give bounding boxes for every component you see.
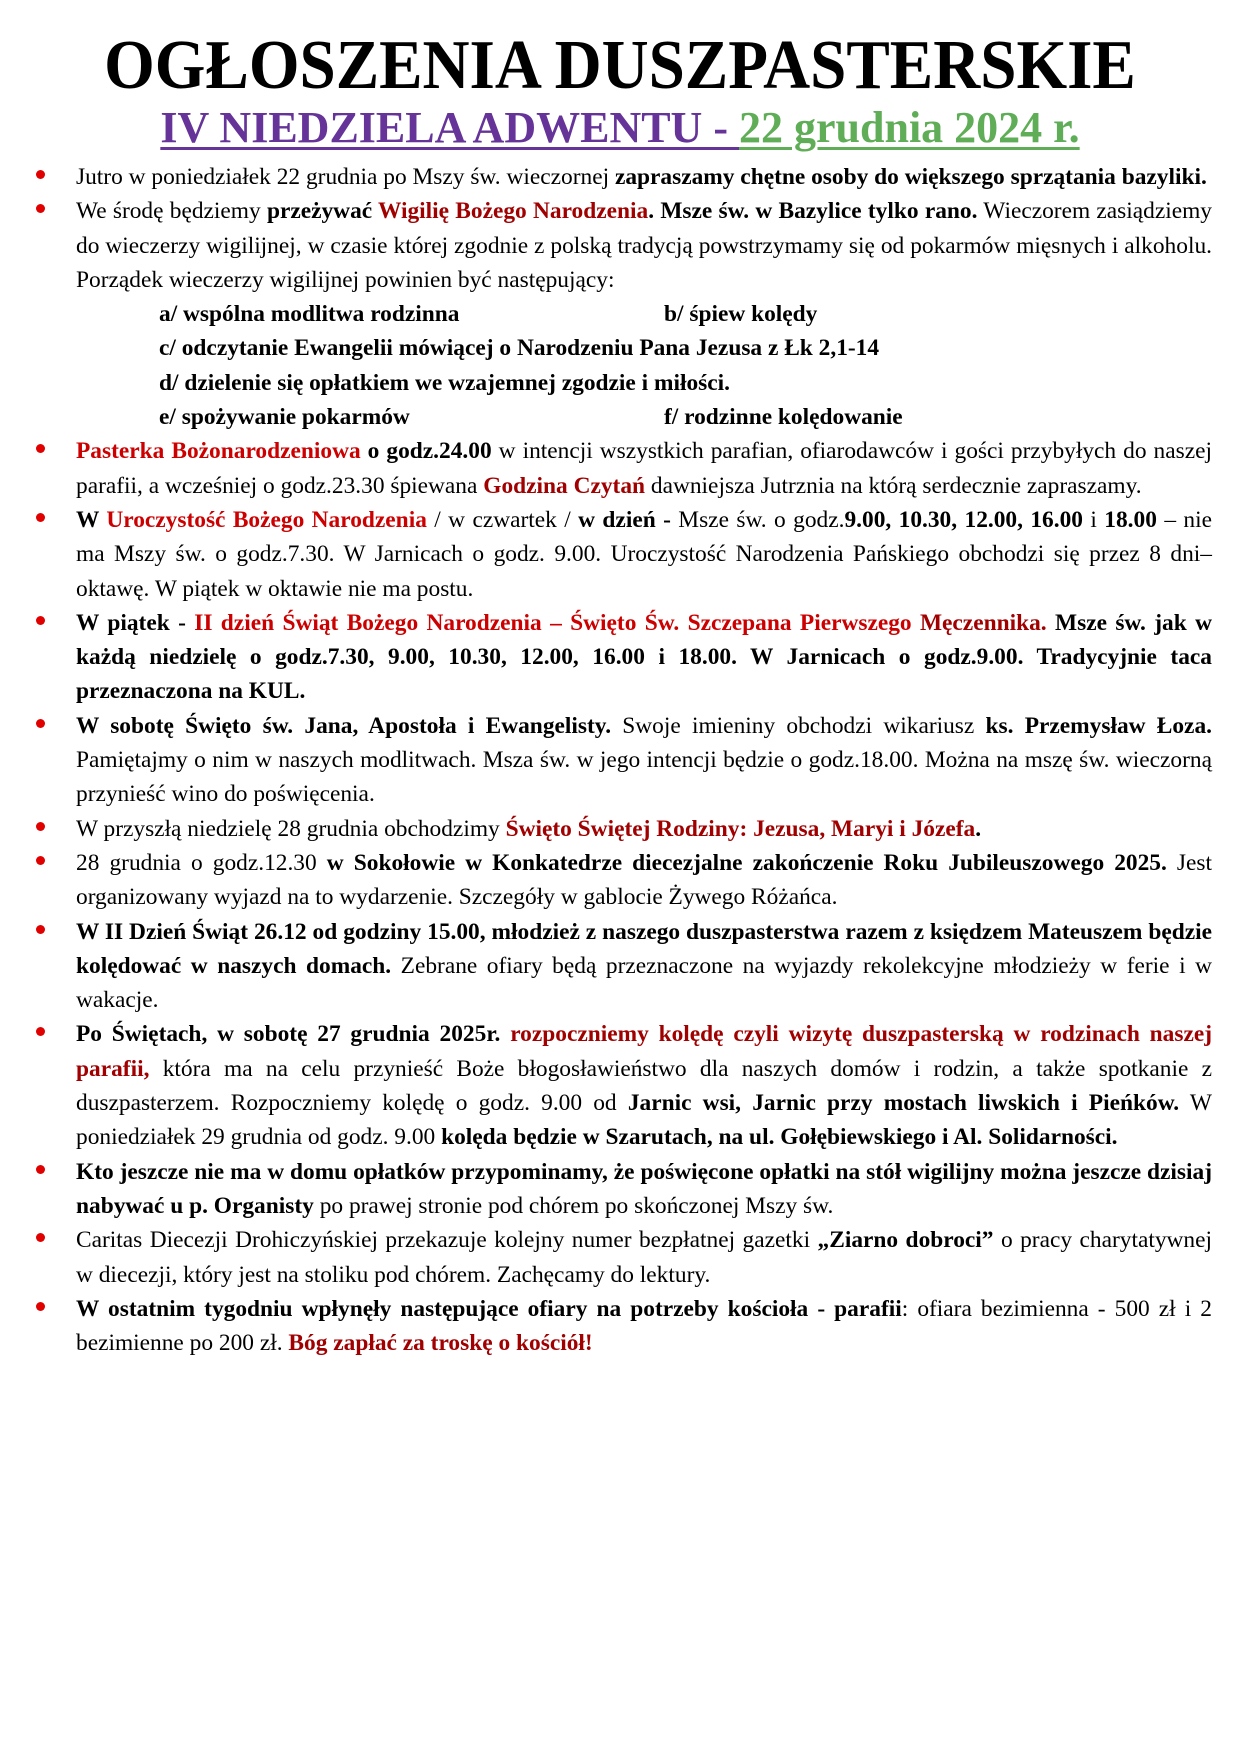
announcement-text — [76, 1292, 1212, 1361]
announcement-item — [36, 1155, 1212, 1224]
announcement-item — [36, 915, 1212, 1018]
subtitle-date: 22 grudnia 2024 r. — [739, 103, 1080, 152]
text-segment: II dzień Świąt Bożego Narodzenia – Święto Św. Szczepana Pierwszego — [194, 609, 920, 636]
announcement-item — [36, 606, 1212, 709]
text-segment: w intencji wszystkich parafian, ofiarodawców i gości przybyłych do naszej parafii, a wcześniej o godz.23.30 śpiewana — [76, 438, 1212, 499]
text-segment: Wigilię Bożego Narodzenia — [378, 198, 649, 225]
text-segment: „Ziarno dobroci” — [817, 1227, 994, 1254]
text-segment: W — [76, 506, 107, 533]
announcement-text — [76, 503, 1212, 606]
bullet-icon — [36, 1165, 45, 1174]
text-segment: Bóg zapłać za troskę o kościół! — [288, 1330, 593, 1357]
text-segment: Pamiętajmy o nim w naszych modlitwach. Msza św. w jego intencji będzie o godz.18.00. Można na mszę św. wieczorną przynieść wino do poświęcenia. — [76, 747, 1212, 808]
text-segment: Męczennika. — [919, 609, 1047, 636]
order-step: d/ dzielenie się opłatkiem we wzajemnej zgodzie i miłości. — [159, 369, 731, 396]
text-segment: w dzień - — [578, 506, 671, 533]
announcement-item — [36, 812, 1212, 846]
bullet-icon — [36, 1302, 45, 1311]
text-segment: Zebrane ofiary będą przeznaczone na wyjazdy rekolekcyjne młodzieży w ferie i w wakacje. — [76, 952, 1212, 1014]
announcement-item — [36, 709, 1212, 812]
wigilia-order-row — [76, 366, 1212, 400]
page-subtitle — [0, 100, 1240, 156]
text-segment: zapraszamy chętne osoby do większego sprzątania bazyliki. — [614, 164, 1207, 190]
text-segment: ks. Przemysław Łoza. — [985, 712, 1212, 739]
announcement-item — [36, 194, 1212, 434]
text-segment: w Sokołowie w Konkatedrze diecezjalne zakończenie Roku Jubileuszowego 2025. — [326, 849, 1167, 876]
bullet-icon — [36, 204, 45, 213]
text-segment: Jarnic wsi, Jarnic przy mostach liwskich i Pieńków. — [627, 1090, 1180, 1117]
text-segment: / w czwartek / — [426, 506, 579, 533]
announcement-text — [76, 812, 1212, 846]
text-segment: – nie ma Mszy św. o godz.7.30. W Jarnicach o godz. 9.00. Uroczystość Narodzenia Pańskiego obchodzi się przez 8 dni–oktawę. W piątek w oktawie nie ma postu. — [76, 506, 1212, 602]
text-segment: Msze św. jak w każdą niedzielę o godz.7.30, 9.00, 10.30, 12.00, 16.00 i 18.00. W Jarnicach o godz.9.00. Tradycyjnie taca przeznaczona na KUL. — [76, 609, 1212, 705]
text-segment: Wieczorem zasiądziemy do wieczerzy wigilijnej, w czasie której zgodnie z polską tradycją powstrzymamy się od pokarmów mięsnych i alkoholu. Porządek wieczerzy wigilijnej powinien być następujący: — [76, 198, 1212, 293]
bullet-icon — [36, 719, 45, 728]
text-segment: po prawej stronie pod chórem po skończonej Mszy św. — [313, 1192, 834, 1219]
text-segment: rozpoczniemy kolędę czyli wizytę duszpasterską w rodzinach naszej parafii, — [76, 1021, 1212, 1082]
announcement-item — [36, 1017, 1212, 1154]
announcement-text — [76, 606, 1212, 709]
announcement-text — [76, 160, 1212, 194]
text-segment: i — [1083, 506, 1105, 533]
text-segment: która ma na celu przynieść Boże błogosławieństwo dla naszych domów i rodzin, a także spotkanie z duszpasterzem. Rozpoczniemy kolędę o godz. 9.00 od — [76, 1055, 1212, 1117]
text-segment: o pracy charytatywnej w diecezji, który jest na stoliku pod chórem. Zachęcamy do lektury. — [76, 1227, 1212, 1288]
order-step: a/ wspólna modlitwa rodzinna — [159, 301, 460, 328]
announcement-text — [76, 915, 1212, 1018]
announcement-text — [76, 194, 1212, 297]
order-step: b/ śpiew kolędy — [664, 301, 818, 328]
announcement-item — [36, 503, 1212, 606]
bullet-icon — [36, 1027, 45, 1036]
text-segment: 9.00, 10.30, 12.00, 16.00 — [844, 506, 1083, 533]
text-segment: Jutro w poniedziałek 22 grudnia po Mszy św. wieczornej — [76, 164, 615, 190]
text-segment: dawniejsza Jutrznia na którą serdecznie zapraszamy. — [645, 472, 1142, 499]
text-segment: W przyszłą niedzielę 28 grudnia obchodzimy — [76, 815, 506, 842]
text-segment: Godzina Czytań — [483, 472, 646, 499]
order-step: e/ spożywanie pokarmów — [159, 404, 410, 431]
text-segment: Msze św. o godz. — [670, 506, 845, 533]
wigilia-order-list — [76, 297, 1212, 434]
announcement-list — [36, 160, 1212, 1360]
text-segment: Kto jeszcze nie ma w domu opłatków przypominamy, że poświęcone opłatki na stół wigilijny można jeszcze dzisiaj nabywać u p. Organisty — [76, 1158, 1212, 1219]
text-segment: Po Świętach, w sobotę 27 grudnia 2025r. — [76, 1021, 501, 1048]
order-step: f/ rodzinne kolędowanie — [664, 404, 903, 431]
text-segment: We środę będziemy — [76, 198, 267, 225]
announcement-item — [36, 434, 1212, 503]
text-segment: Jest organizowany wyjazd na to wydarzenie. Szczegóły w gablocie Żywego Różańca. — [76, 849, 1213, 911]
text-segment: Uroczystość Bożego Narodzenia — [106, 506, 427, 533]
announcement-item — [36, 846, 1212, 915]
announcement-text — [76, 1155, 1212, 1224]
order-step: c/ odczytanie Ewangelii mówiącej o Narodzeniu Pana Jezusa z Łk 2,1-14 — [159, 335, 880, 362]
bullet-icon — [36, 444, 45, 453]
text-segment: kolęda będzie w Szarutach, na ul. Gołębiewskiego i Al. Solidarności. — [441, 1124, 1118, 1151]
bullet-icon — [36, 616, 45, 625]
text-segment: W piątek - — [76, 609, 195, 636]
text-segment: Pasterka Bożonarodzeniowa — [76, 438, 361, 465]
text-segment: Święto Świętej Rodziny: Jezusa, Maryi i Józefa — [505, 815, 976, 842]
wigilia-order-row — [76, 400, 1212, 434]
bullet-icon — [36, 925, 45, 934]
text-segment: 28 grudnia o godz.12.30 — [76, 849, 327, 876]
bullet-icon — [36, 170, 45, 179]
text-segment: W II Dzień Świąt 26.12 od godziny 15.00, młodzież z naszego duszpasterstwa razem z księdzem Mateuszem będzie kolędować w naszych domach. — [76, 918, 1212, 979]
wigilia-order-row — [76, 297, 1212, 331]
text-segment: 18.00 — [1104, 506, 1157, 533]
subtitle-sunday: IV NIEDZIELA ADWENTU - — [160, 103, 739, 152]
bullet-icon — [36, 1233, 45, 1242]
text-segment: Caritas Diecezji Drohiczyńskiej przekazuje kolejny numer bezpłatnej gazetki — [76, 1227, 818, 1254]
text-segment: Swoje imieniny obchodzi wikariusz — [611, 712, 986, 739]
announcement-item — [36, 1223, 1212, 1292]
text-segment: W poniedziałek 29 grudnia od godz. 9.00 — [76, 1090, 1212, 1151]
text-segment: . Msze św. w Bazylice tylko rano. — [648, 198, 978, 225]
page-title: OGŁOSZENIA DUSZPASTERSKIE — [104, 27, 1136, 104]
announcement-text — [76, 709, 1212, 812]
announcement-text — [76, 1017, 1212, 1154]
text-segment: . — [975, 815, 982, 842]
announcement-item — [36, 160, 1212, 194]
wigilia-order-row — [76, 331, 1212, 365]
text-segment: o godz.24.00 — [360, 438, 492, 465]
text-segment: przeżywać — [266, 198, 378, 225]
announcement-item — [36, 1292, 1212, 1361]
announcement-text — [76, 846, 1212, 915]
text-segment: W sobotę Święto św. Jana, Apostoła i Ewangelisty. — [76, 712, 612, 739]
text-segment: : ofiara bezimienna - 500 zł i 2 bezimienne po 200 zł. — [76, 1295, 1212, 1357]
announcement-text — [76, 1223, 1212, 1292]
bullet-icon — [36, 822, 45, 831]
bullet-icon — [36, 856, 45, 865]
text-segment: W ostatnim tygodniu wpłynęły następujące ofiary na potrzeby kościoła - parafii — [76, 1295, 902, 1322]
announcement-text — [76, 434, 1212, 503]
bullet-icon — [36, 513, 45, 522]
